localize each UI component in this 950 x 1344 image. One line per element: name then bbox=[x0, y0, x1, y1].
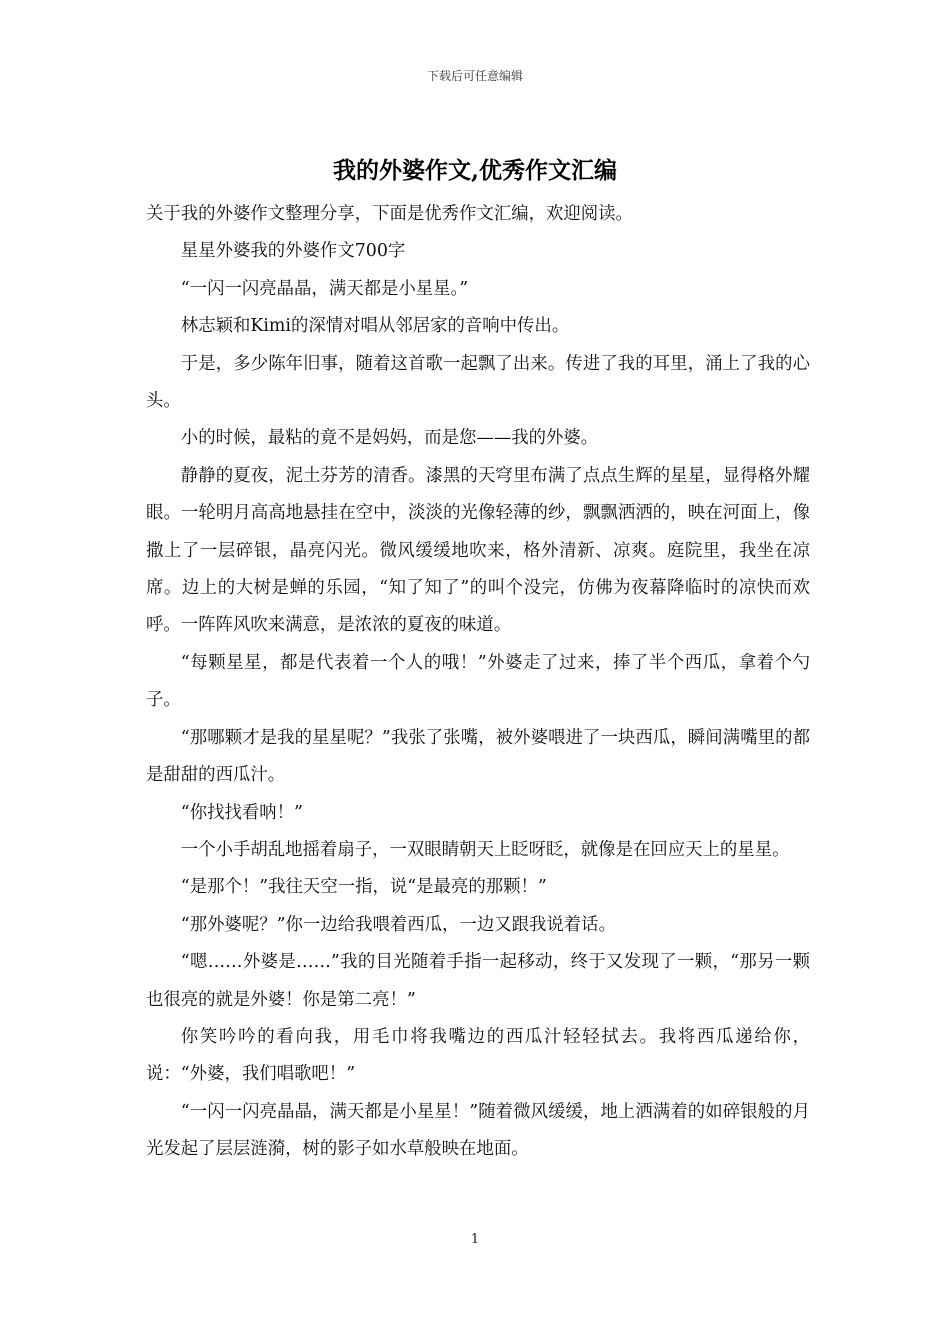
page-header: 下载后可任意编辑 bbox=[426, 69, 523, 83]
body-paragraph: 一个小手胡乱地摇着扇子，一双眼睛朝天上眨呀眨，就像是在回应天上的星星。 bbox=[180, 839, 790, 860]
body-paragraph: “每颗星星，都是代表着一个人的哦！”外婆走了过来，捧了半个西瓜，拿着个勺子。 bbox=[146, 652, 810, 711]
body-paragraph: 小的时候，最粘的竟不是妈妈，而是您——我的外婆。 bbox=[180, 428, 599, 449]
page-number: 1 bbox=[470, 1232, 480, 1247]
essay-heading: 星星外婆我的外婆作文700字 bbox=[180, 241, 406, 262]
body-paragraph: “那哪颗才是我的星星呢？”我张了张嘴，被外婆喂进了一块西瓜，瞬间满嘴里的都是甜甜的西瓜汁。 bbox=[146, 727, 810, 786]
body-paragraph: 林志颖和Kimi的深情对唱从邻居家的音响中传出。 bbox=[180, 316, 570, 337]
body-paragraph: “一闪一闪亮晶晶，满天都是小星星！”随着微风缓缓，地上洒满着的如碎银般的月光发起了层层涟漪，树的影子如水草般映在地面。 bbox=[146, 1101, 810, 1160]
body-paragraph: 静静的夏夜，泥土芬芳的清香。漆黑的天穹里布满了点点生辉的星星，显得格外耀眼。一轮明月高高地悬挂在空中，淡淡的光像轻薄的纱，飘飘洒洒的，映在河面上，像撒上了一层碎银，晶亮闪光。微风缓缓地吹来，格外清新、凉爽。庭院里，我坐在凉席。边上的大树是蝉的乐园，“知了知了”的叫个没完，仿佛为夜幕降临时的凉快而欢呼。一阵阵风吹来满意，是浓浓的夏夜的味道。 bbox=[146, 465, 810, 636]
body-paragraph: “那外婆呢？”你一边给我喂着西瓜，一边又跟我说着话。 bbox=[180, 914, 616, 935]
body-paragraph: “一闪一闪亮晶晶，满天都是小星星。” bbox=[180, 278, 469, 299]
document-title: 我的外婆作文,优秀作文汇编 bbox=[332, 157, 617, 184]
intro-paragraph: 关于我的外婆作文整理分享，下面是优秀作文汇编，欢迎阅读。 bbox=[146, 204, 633, 224]
body-paragraph: “你找找看呐！” bbox=[180, 802, 303, 823]
body-paragraph: “嗯……外婆是……”我的目光随着手指一起移动，终于又发现了一颗，“那另一颗也很亮的就是外婆！你是第二亮！” bbox=[146, 952, 810, 1010]
body-paragraph: 于是，多少陈年旧事，随着这首歌一起飘了出来。传进了我的耳里，涌上了我的心头。 bbox=[146, 353, 810, 412]
body-paragraph: 你笑吟吟的看向我，用毛巾将我嘴边的西瓜汁轻轻拭去。我将西瓜递给你，说：“外婆，我们唱歌吧！” bbox=[146, 1026, 810, 1085]
document-body bbox=[146, 196, 810, 1169]
body-paragraph: “是那个！”我往天空一指，说“是最亮的那颗！” bbox=[180, 877, 547, 898]
